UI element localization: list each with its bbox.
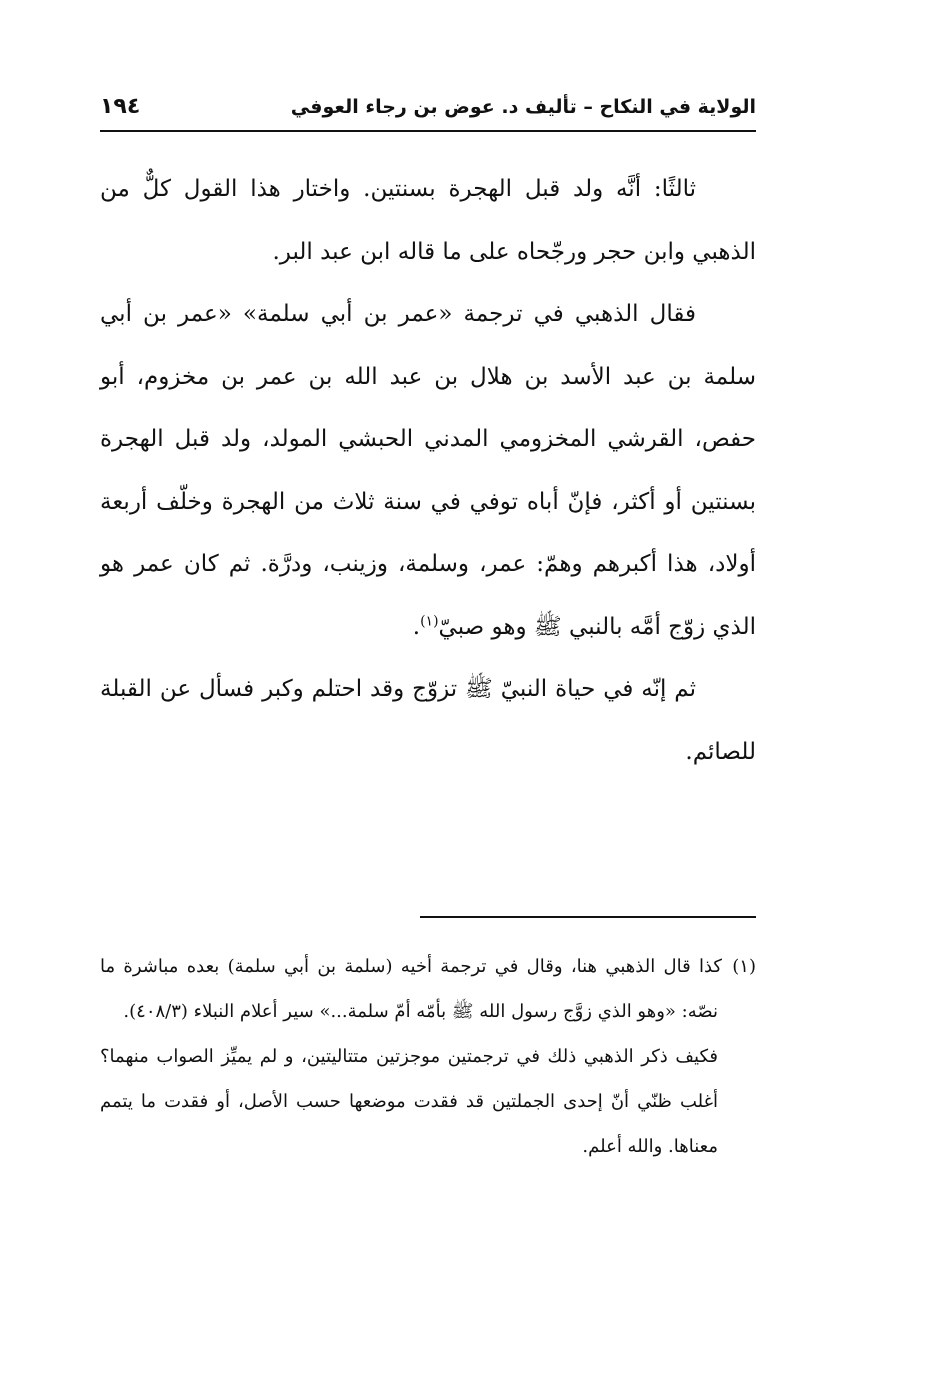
body-paragraph-1: ثالثًا: أنَّه ولد قبل الهجرة بسنتين. واختار هذا القول كلٌّ من الذهبي وابن حجر ورجّحاه على ما قاله ابن عبد البر. (100, 176, 756, 265)
body-paragraph-2-text: فقال الذهبي في ترجمة «عمر بن أبي سلمة» «عمر بن أبي سلمة بن عبد الأسد بن هلال بن عبد الله بن عمر بن مخزوم، أبو حفص، القرشي المخزومي المدني الحبشي المولد، ولد قبل الهجرة بسنتين أو أكثر، فإنّ أباه توفي في سنة ثلاث من الهجرة وخلّف أربعة أولاد، هذا أكبرهم وهمّ: عمر، وسلمة، وزينب، ودرَّة. ثم كان عمر هو الذي زوّج أمَّه بالنبي ﷺ وهو صبيّ (100, 301, 756, 640)
footnote-separator (420, 916, 756, 918)
footnote-1-text: كذا قال الذهبي هنا، وقال في ترجمة أخيه (سلمة بن أبي سلمة) بعده مباشرة ما نصّه: «وهو الذي زوَّج رسول الله ﷺ بأمّه أمّ سلمة...» سير أعلام النبلاء (٤٠٨/٣). (100, 956, 722, 1022)
footnote-marker: (١) (732, 956, 756, 977)
page-number: ١٩٤ (100, 94, 141, 119)
body-paragraph-2 (100, 283, 756, 658)
body-paragraph-2-end: . (412, 613, 421, 640)
footnote-1 (100, 944, 756, 1034)
running-title: الولاية في النكاح – تأليف د. عوض بن رجاء العوفي (290, 96, 756, 118)
page-header (100, 94, 756, 132)
body-paragraph-3: ثم إنّه في حياة النبيّ ﷺ تزوّج وقد احتلم وكبر فسأل عن القبلة للصائم. (100, 676, 756, 765)
footnote-reference[interactable]: (١) (420, 612, 439, 629)
footnotes (100, 944, 756, 1169)
footnote-1-continuation: فكيف ذكر الذهبي ذلك في ترجمتين موجزتين متتاليتين، و لم يميِّز الصواب منهما؟ أغلب ظنّي أنّ إحدى الجملتين قد فقدت موضعها حسب الأصل، أو فقدت ما يتمم معناها. والله أعلم. (100, 1046, 718, 1157)
main-text (100, 158, 756, 783)
